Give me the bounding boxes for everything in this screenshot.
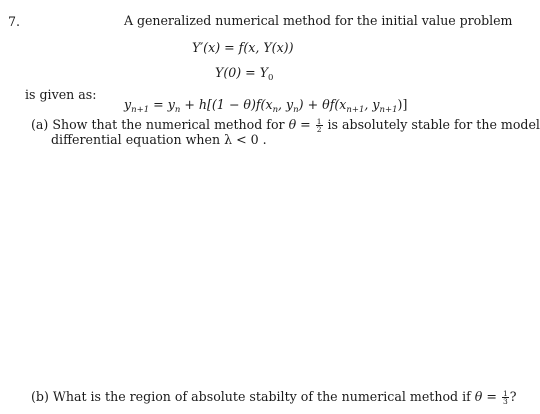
method-sub-n1-2: n+1 <box>346 105 365 115</box>
method-formula <box>124 97 407 118</box>
part-b-text-before: What is the region of absolute stabilty of the numerical method if <box>52 389 475 404</box>
part-b-fraction <box>502 390 509 406</box>
method-sub-n-3: n <box>293 105 299 115</box>
method-equals: = <box>149 97 168 112</box>
given-as-text: is given as: <box>25 87 97 102</box>
ode-equation <box>192 40 294 55</box>
part-a-frac-den: 2 <box>316 125 322 134</box>
method-sub-n-2: n <box>272 105 279 115</box>
part-b-frac-den: 3 <box>502 397 508 406</box>
question-number: 7. <box>8 14 21 29</box>
method-sub-n1-3: n+1 <box>379 105 398 115</box>
ic-lhs: Y(0) <box>215 65 242 80</box>
method-sub-n-1: n <box>174 105 181 115</box>
part-a-frac-num: 1 <box>316 116 322 126</box>
ic-rhs-sub: 0 <box>268 73 274 83</box>
ode-equals: = <box>220 40 239 55</box>
ode-lhs: Y′(x) <box>192 40 221 55</box>
method-close-plus-theta: ) + θf(x <box>298 97 347 112</box>
method-plus-h: + h[(1 − θ)f(x <box>180 97 273 112</box>
part-a-fraction <box>316 118 323 134</box>
part-b-theta-eq: θ = <box>474 389 497 404</box>
method-y-2: y <box>167 97 175 112</box>
method-close: )] <box>397 97 408 112</box>
method-y-1: y <box>124 97 132 112</box>
part-b-label: (b) <box>31 389 49 404</box>
part-a-label: (a) <box>31 117 49 132</box>
ic-rhs-base: Y <box>259 65 269 80</box>
part-b-frac-num: 1 <box>502 388 508 398</box>
method-sub-n1-1: n+1 <box>131 105 150 115</box>
part-a-theta-eq: θ = <box>288 117 311 132</box>
part-a-line-2: differential equation when λ < 0 . <box>51 132 267 147</box>
ic-equals: = <box>241 65 260 80</box>
part-b <box>31 389 517 406</box>
part-a-text-after: is absolutely stable for the model <box>323 117 540 132</box>
method-comma-y-1: , y <box>278 97 294 112</box>
ode-rhs: f(x, Y(x)) <box>238 40 294 55</box>
question-intro: A generalized numerical method for the initial value problem <box>124 13 513 28</box>
part-b-text-after: ? <box>509 389 517 404</box>
part-a-text-before: Show that the numerical method for <box>52 117 289 132</box>
initial-condition <box>215 65 273 86</box>
method-comma-y-2: , y <box>364 97 380 112</box>
